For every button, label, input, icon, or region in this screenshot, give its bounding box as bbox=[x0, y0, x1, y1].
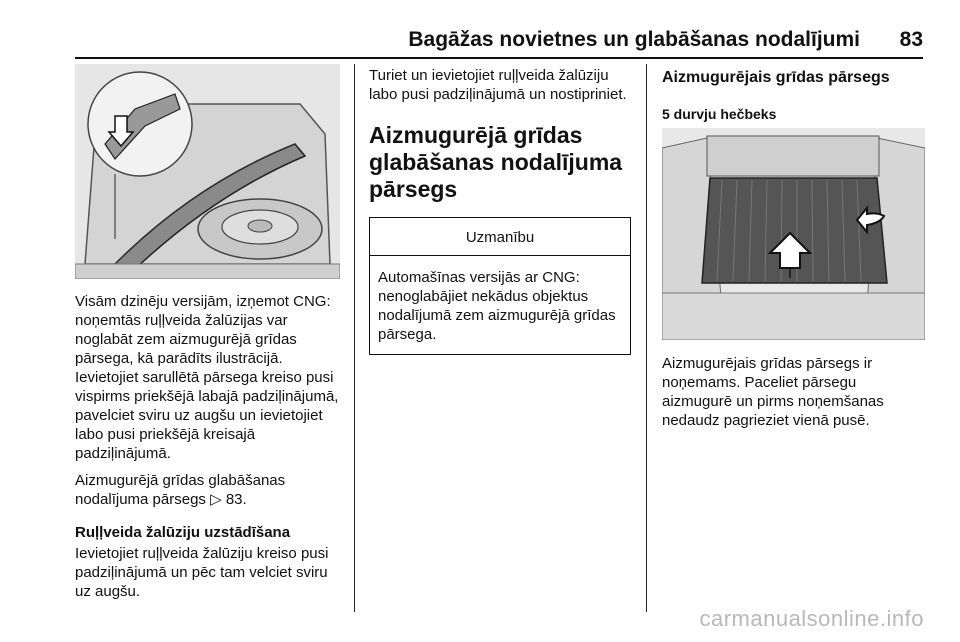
left-column bbox=[75, 292, 345, 609]
column-divider-2 bbox=[646, 64, 647, 612]
ref-text: Aizmugurējā grīdas glabāšanas nodalījuma pārsegs bbox=[75, 472, 286, 508]
right-subheading: 5 durvju hečbeks bbox=[662, 106, 777, 122]
middle-column bbox=[369, 66, 631, 355]
page-header-title: Bagāžas novietnes un glabāšanas nodalījumi bbox=[408, 28, 860, 51]
body-paragraph-ref bbox=[75, 471, 345, 509]
page-ref-link[interactable]: 83. bbox=[225, 491, 247, 508]
warning-box bbox=[369, 217, 631, 355]
page-ref-icon: ▷ bbox=[210, 491, 222, 508]
body-paragraph: Visām dzinēju versijām, izņemot CNG: noņemtās ruļļveida žalūzijas var noglabāt zem aizmugurējā grīdas pārsega, kā parādīts ilustrācijā. Ievietojiet sarullētā pārsega kreiso pusi vispirms priekšējā labajā padziļinājumā, pavelciet sviru uz augšu un ievietojiet labo pusi priekšējā kreisajā padziļinājumā. bbox=[75, 293, 339, 462]
body-paragraph: Aizmugurējais grīdas pārsegs ir noņemams. Paceliet pārsegu aizmugurē un pirms noņemšanas nedaudz pagrieziet vienā pusē. bbox=[662, 355, 884, 429]
intro-paragraph: Turiet un ievietojiet ruļļveida žalūziju labo pusi padziļinājumā un nostipriniet. bbox=[369, 67, 627, 103]
warning-label: Uzmanību bbox=[370, 218, 630, 256]
section-title: Aizmugurējā grīdas glabāšanas nodalījuma pārsegs bbox=[369, 122, 623, 202]
right-body bbox=[662, 354, 927, 438]
header-rule bbox=[75, 57, 923, 59]
body-paragraph: Ievietojiet ruļļveida žalūziju kreiso pusi padziļinājumā un pēc tam velciet sviru uz augšu. bbox=[75, 545, 329, 600]
subheading: Ruļļveida žalūziju uzstādīšana bbox=[75, 524, 291, 541]
spare-wheel-illustration bbox=[75, 64, 340, 279]
right-column bbox=[662, 68, 927, 136]
warning-text: Automašīnas versijās ar CNG: nenoglabājiet nekādus objektus nodalījumā zem aizmugurējā grīdas pārsega. bbox=[378, 269, 616, 343]
watermark: carmanualsonline.info bbox=[699, 606, 924, 631]
floor-cover-illustration bbox=[662, 128, 925, 340]
page-number: 83 bbox=[899, 28, 923, 51]
right-heading: Aizmugurējais grīdas pārsegs bbox=[662, 69, 890, 86]
column-divider-1 bbox=[354, 64, 355, 612]
